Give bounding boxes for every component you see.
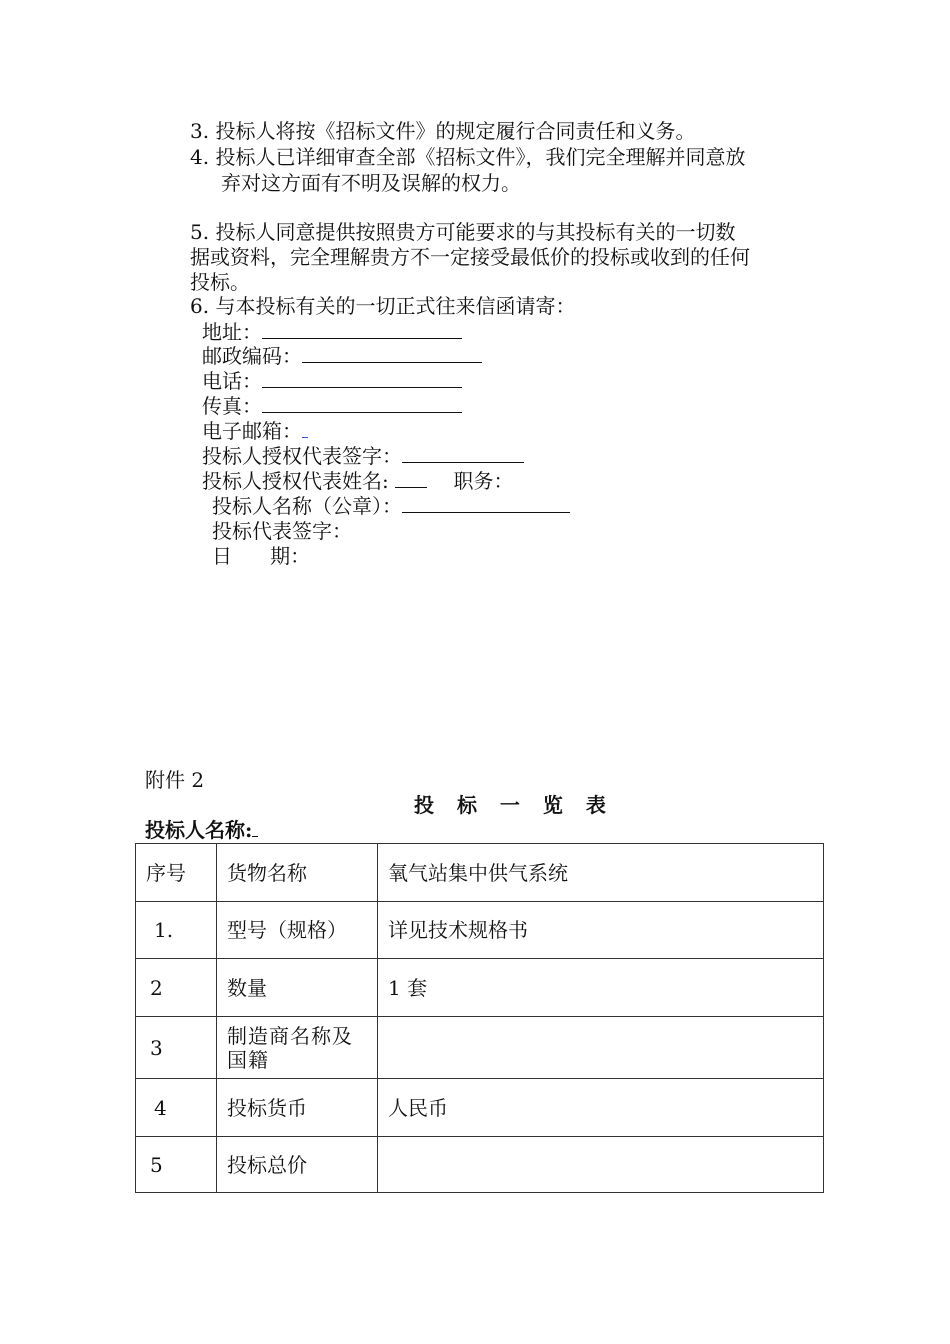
- rep-signature-label: 投标人授权代表签字：: [202, 444, 402, 468]
- cell-value: 1 套: [378, 959, 824, 1017]
- bidder-name-blank[interactable]: [252, 818, 258, 837]
- clause-4-line1: 4. 投标人已详细审查全部《招标文件》，我们完全理解并同意放: [190, 145, 746, 169]
- bidder-name-label: 投标人名称:: [145, 818, 253, 842]
- cell-no: 2: [136, 959, 217, 1017]
- table-row: [136, 1017, 824, 1079]
- clause-6: 6. 与本投标有关的一切正式往来信函请寄：: [190, 294, 576, 318]
- email-field: [202, 419, 308, 443]
- clause-5-line1: 5. 投标人同意提供按照贵方可能要求的与其投标有关的一切数: [190, 220, 736, 244]
- address-blank[interactable]: [262, 320, 462, 339]
- cell-no: 4: [136, 1079, 217, 1137]
- cell-value: 人民币: [378, 1079, 824, 1137]
- bidder-name-seal-blank[interactable]: [402, 494, 570, 513]
- cell-item: 投标货币: [217, 1079, 378, 1137]
- cell-item: 投标总价: [217, 1137, 378, 1193]
- table-row: [136, 1137, 824, 1193]
- email-blank[interactable]: [302, 419, 308, 438]
- rep-name-label: 投标人授权代表姓名:: [202, 469, 389, 493]
- attachment-label: 附件 2: [145, 768, 205, 792]
- phone-field: [202, 369, 462, 393]
- table-row: [136, 902, 824, 959]
- rep-name-blank[interactable]: [395, 469, 427, 488]
- rep-signature-blank[interactable]: [402, 444, 524, 463]
- cell-item: 制造商名称及国籍: [217, 1017, 378, 1079]
- cell-no: 1.: [136, 902, 217, 959]
- table-row: [136, 1079, 824, 1137]
- address-label: 地址：: [202, 320, 262, 344]
- cell-item: 货物名称: [217, 844, 378, 902]
- postcode-blank[interactable]: [302, 344, 482, 363]
- cell-value: 氧气站集中供气系统: [378, 844, 824, 902]
- fax-blank[interactable]: [262, 394, 462, 413]
- clause-5-line2: 据或资料，完全理解贵方不一定接受最低价的投标或收到的任何: [190, 245, 750, 269]
- phone-label: 电话：: [202, 369, 262, 393]
- postcode-label: 邮政编码：: [202, 344, 302, 368]
- cell-no: 3: [136, 1017, 217, 1079]
- clause-3: 3. 投标人将按《招标文件》的规定履行合同责任和义务。: [190, 119, 696, 143]
- table-row: [136, 959, 824, 1017]
- attachment-title: 投 标 一 览 表: [414, 793, 614, 817]
- cell-value: 详见技术规格书: [378, 902, 824, 959]
- fax-field: [202, 394, 462, 418]
- clause-5-line3: 投标。: [190, 270, 250, 294]
- rep-signature-field: [202, 444, 524, 468]
- cell-item: 型号（规格）: [217, 902, 378, 959]
- fax-label: 传真：: [202, 394, 262, 418]
- bidder-name-seal-label: 投标人名称（公章）：: [212, 494, 402, 518]
- date-field: 日 期：: [212, 544, 311, 568]
- position-label: 职务：: [453, 469, 514, 493]
- bid-rep-signature: 投标代表签字：: [212, 519, 352, 543]
- bidder-name-row: [145, 818, 258, 842]
- cell-value: [378, 1017, 824, 1079]
- cell-no: 序号: [136, 844, 217, 902]
- email-label: 电子邮箱：: [202, 419, 302, 443]
- address-field: [202, 320, 462, 344]
- clause-4-line2: 弃对这方面有不明及误解的权力。: [221, 171, 521, 195]
- postcode-field: [202, 344, 482, 368]
- cell-item: 数量: [217, 959, 378, 1017]
- cell-no: 5: [136, 1137, 217, 1193]
- bid-summary-table: [135, 843, 824, 1193]
- phone-blank[interactable]: [262, 369, 462, 388]
- table-row: [136, 844, 824, 902]
- rep-name-field: [202, 469, 513, 493]
- cell-value: [378, 1137, 824, 1193]
- bidder-name-seal-field: [212, 494, 570, 518]
